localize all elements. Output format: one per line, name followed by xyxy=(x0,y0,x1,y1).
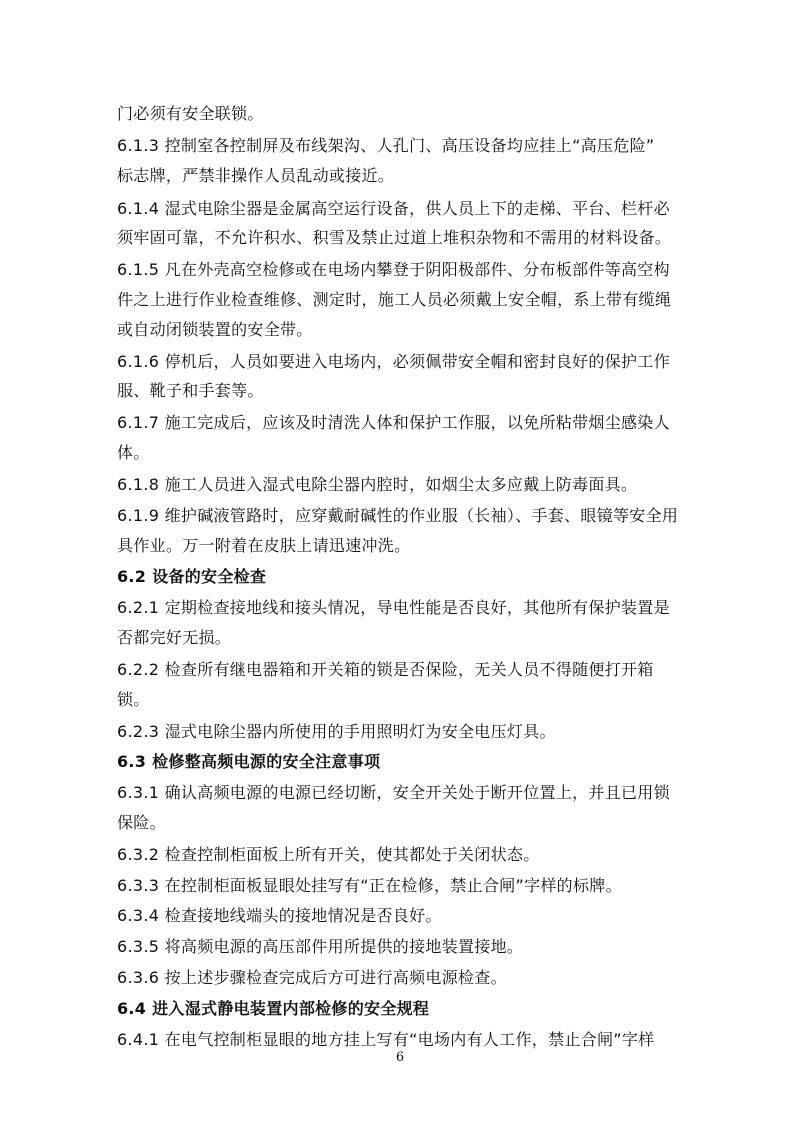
text-line: 6.2.2 检查所有继电器箱和开关箱的锁是否保险，无关人员不得随便打开箱 xyxy=(117,660,654,679)
section-heading: 6.2 设备的安全检查 xyxy=(117,567,267,586)
text-line: 6.1.5 凡在外壳高空检修或在电场内攀登于阴阳极部件、分布板部件等高空构 xyxy=(117,260,670,279)
text-line: 6.1.9 维护碱液管路时，应穿戴耐碱性的作业服（长袖）、手套、眼镜等安全用 xyxy=(117,506,679,525)
text-line: 6.1.4 湿式电除尘器是金属高空运行设备，供人员上下的走梯、平台、栏杆必 xyxy=(117,199,670,218)
text-line: 6.1.8 施工人员进入湿式电除尘器内腔时，如烟尘太多应戴上防毒面具。 xyxy=(117,475,638,494)
text-line: 具作业。万一附着在皮肤上请迅速冲洗。 xyxy=(117,536,411,555)
text-line: 6.3.6 按上述步骤检查完成后方可进行高频电源检查。 xyxy=(117,968,507,987)
text-line: 否都完好无损。 xyxy=(117,628,232,647)
text-line: 6.3.5 将高频电源的高压部件用所提供的接地装置接地。 xyxy=(117,937,524,956)
text-line: 件之上进行作业检查维修、测定时，施工人员必须戴上安全帽，系上带有缆绳 xyxy=(117,290,672,309)
section-heading: 6.3 检修整高频电源的安全注意事项 xyxy=(117,752,381,771)
text-line: 须牢固可靠，不允许积水、积雪及禁止过道上堆积杂物和不需用的材料设备。 xyxy=(117,228,672,247)
text-line: 6.3.2 检查控制柜面板上所有开关，使其都处于关闭状态。 xyxy=(117,845,540,864)
text-line: 6.4.1 在电气控制柜显眼的地方挂上写有“电场内有人工作，禁止合闸”字样 xyxy=(117,1030,655,1049)
text-line: 锁。 xyxy=(117,690,150,709)
text-line: 6.1.7 施工完成后，应该及时清洗人体和保护工作服，以免所粘带烟尘感染人 xyxy=(117,413,670,432)
text-line: 服、靴子和手套等。 xyxy=(117,381,264,400)
text-line: 6.1.3 控制室各控制屏及布线架沟、人孔门、高压设备均应挂上“高压危险” xyxy=(117,136,655,155)
text-line: 6.3.4 检查接地线端头的接地情况是否良好。 xyxy=(117,906,442,925)
text-line: 6.3.3 在控制柜面板显眼处挂写有“正在检修，禁止合闸”字样的标牌。 xyxy=(117,876,622,895)
text-line: 6.1.6 停机后，人员如要进入电场内，必须佩带安全帽和密封良好的保护工作 xyxy=(117,352,670,371)
text-line: 门必须有安全联锁。 xyxy=(117,104,264,123)
text-line: 6.2.3 湿式电除尘器内所使用的手用照明灯为安全电压灯具。 xyxy=(117,722,556,741)
section-heading: 6.4 进入湿式静电装置内部检修的安全规程 xyxy=(117,999,430,1018)
page-number: 6 xyxy=(395,1050,405,1065)
text-line: 或自动闭锁装置的安全带。 xyxy=(117,320,313,339)
text-line: 6.3.1 确认高频电源的电源已经切断，安全开关处于断开位置上，并且已用锁 xyxy=(117,783,670,802)
text-line: 体。 xyxy=(117,443,150,462)
text-line: 标志牌，严禁非操作人员乱动或接近。 xyxy=(117,166,395,185)
text-line: 6.2.1 定期检查接地线和接头情况，导电性能是否良好，其他所有保护装置是 xyxy=(117,598,670,617)
text-line: 保险。 xyxy=(117,813,166,832)
